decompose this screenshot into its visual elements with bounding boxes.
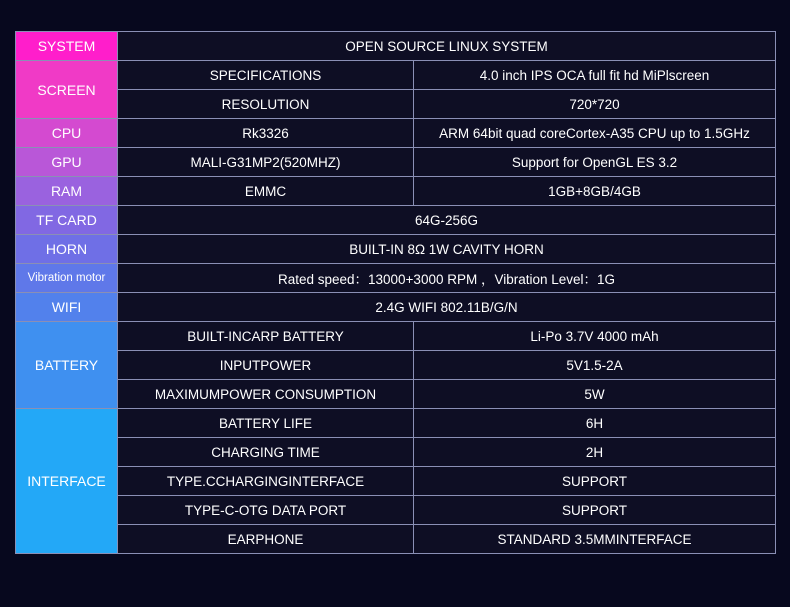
row-label-wifi: WIFI <box>16 293 118 322</box>
cell-vibration-motor-value: Rated speed：13000+3000 RPM ，Vibration Level：1G <box>118 264 776 293</box>
row-label-battery: BATTERY <box>16 322 118 409</box>
cell-type-c-otg-value: SUPPORT <box>414 496 776 525</box>
cell-battery-cell-value: Li-Po 3.7V 4000 mAh <box>414 322 776 351</box>
cell-horn-value: BUILT-IN 8Ω 1W CAVITY HORN <box>118 235 776 264</box>
cell-tf-card-value: 64G-256G <box>118 206 776 235</box>
cell-battery-life-value: 6H <box>414 409 776 438</box>
table-row <box>16 351 776 380</box>
cell-battery-life-name: BATTERY LIFE <box>118 409 414 438</box>
table-row <box>16 409 776 438</box>
cell-specifications-value: 4.0 inch IPS OCA full fit hd MiPlscreen <box>414 61 776 90</box>
table-row <box>16 467 776 496</box>
row-label-ram: RAM <box>16 177 118 206</box>
table-row <box>16 148 776 177</box>
cell-ram-name: EMMC <box>118 177 414 206</box>
table-row <box>16 525 776 554</box>
row-label-interface: INTERFACE <box>16 409 118 554</box>
cell-earphone-value: STANDARD 3.5MMINTERFACE <box>414 525 776 554</box>
cell-type-c-charging-value: SUPPORT <box>414 467 776 496</box>
cell-charging-time-value: 2H <box>414 438 776 467</box>
table-row <box>16 32 776 61</box>
table-row <box>16 438 776 467</box>
row-label-tf-card: TF CARD <box>16 206 118 235</box>
row-label-gpu: GPU <box>16 148 118 177</box>
table-row <box>16 264 776 293</box>
table-row <box>16 90 776 119</box>
row-label-system: SYSTEM <box>16 32 118 61</box>
row-label-vibration-motor: Vibration motor <box>16 264 118 293</box>
table-row <box>16 380 776 409</box>
cell-charging-time-name: CHARGING TIME <box>118 438 414 467</box>
cell-input-power-value: 5V1.5-2A <box>414 351 776 380</box>
cell-specifications-name: SPECIFICATIONS <box>118 61 414 90</box>
table-row <box>16 119 776 148</box>
row-label-horn: HORN <box>16 235 118 264</box>
cell-max-power-value: 5W <box>414 380 776 409</box>
row-label-cpu: CPU <box>16 119 118 148</box>
cell-battery-cell-name: BUILT-INCARP BATTERY <box>118 322 414 351</box>
cell-cpu-value: ARM 64bit quad coreCortex-A35 CPU up to 1.5GHz <box>414 119 776 148</box>
cell-input-power-name: INPUTPOWER <box>118 351 414 380</box>
cell-gpu-value: Support for OpenGL ES 3.2 <box>414 148 776 177</box>
table-row <box>16 235 776 264</box>
cell-gpu-name: MALI-G31MP2(520MHZ) <box>118 148 414 177</box>
table-header-title: OPEN SOURCE LINUX SYSTEM <box>118 32 776 61</box>
table-row <box>16 61 776 90</box>
table-row <box>16 496 776 525</box>
cell-earphone-name: EARPHONE <box>118 525 414 554</box>
cell-type-c-charging-name: TYPE.CCHARGINGINTERFACE <box>118 467 414 496</box>
table-row <box>16 322 776 351</box>
cell-ram-value: 1GB+8GB/4GB <box>414 177 776 206</box>
specification-table <box>15 31 776 554</box>
table-row <box>16 206 776 235</box>
table-row <box>16 177 776 206</box>
table-row <box>16 293 776 322</box>
row-label-screen: SCREEN <box>16 61 118 119</box>
cell-wifi-value: 2.4G WIFI 802.11B/G/N <box>118 293 776 322</box>
cell-cpu-name: Rk3326 <box>118 119 414 148</box>
cell-type-c-otg-name: TYPE-C-OTG DATA PORT <box>118 496 414 525</box>
cell-max-power-name: MAXIMUMPOWER CONSUMPTION <box>118 380 414 409</box>
cell-resolution-name: RESOLUTION <box>118 90 414 119</box>
cell-resolution-value: 720*720 <box>414 90 776 119</box>
